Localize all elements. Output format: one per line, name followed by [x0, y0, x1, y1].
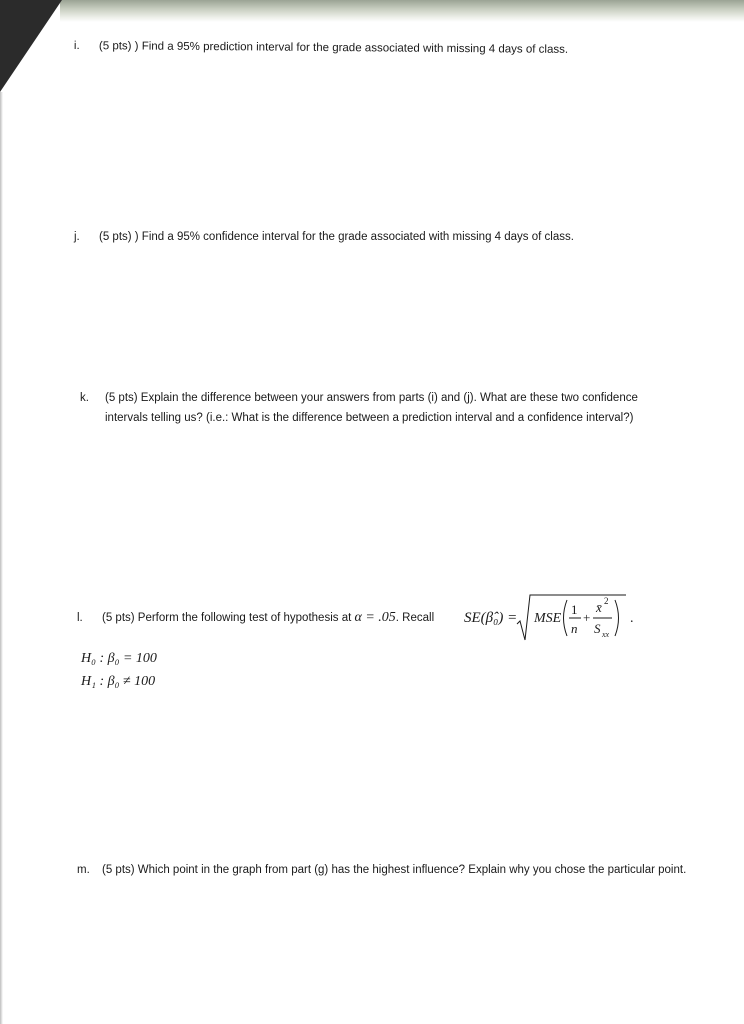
standard-error-formula — [464, 592, 636, 644]
question-text-line-2: intervals telling us? (i.e.: What is the difference between a prediction interval and a confidence interval?) — [105, 412, 634, 424]
null-hypothesis: H₀ : β₀ = 100 — [81, 651, 157, 666]
question-label: l. — [77, 612, 83, 624]
formula-exponent: 2 — [604, 596, 609, 606]
alpha-level: α = .05 — [354, 610, 396, 625]
scan-dark-corner — [0, 0, 62, 92]
formula-subscript: xx — [602, 630, 610, 639]
scan-shadow-left — [0, 92, 3, 1024]
formula-mse: MSE — [534, 611, 562, 626]
se-lhs: SE(β̂₀) = — [464, 610, 518, 626]
question-text: (5 pts) ) Find a 95% confidence interval for the grade associated with missing 4 days of class. — [99, 231, 574, 243]
question-label: j. — [74, 231, 80, 243]
question-label: m. — [77, 864, 90, 876]
question-text: (5 pts) ) Find a 95% prediction interval for the grade associated with missing 4 days of class. — [98, 40, 569, 56]
question-label: k. — [80, 392, 89, 404]
question-text-intro: (5 pts) Perform the following test of hypothesis at — [102, 612, 352, 624]
left-paren — [564, 600, 568, 636]
formula-xbar: x̄ — [596, 600, 602, 615]
question-text: (5 pts) Which point in the graph from part (g) has the highest influence? Explain why you chose the particular point. — [102, 864, 687, 876]
scan-shadow-top — [60, 0, 744, 22]
formula-one: 1 — [571, 602, 578, 617]
question-text-line-1: (5 pts) Explain the difference between your answers from parts (i) and (j). What are these two confidence — [105, 392, 638, 404]
question-label: i. — [73, 39, 80, 53]
formula-end: . — [630, 611, 634, 626]
recall-text: . Recall — [395, 612, 435, 624]
formula-plus: + — [583, 610, 591, 625]
question-text — [102, 608, 434, 628]
alternative-hypothesis: H₁ : β₀ ≠ 100 — [81, 674, 156, 689]
right-paren — [615, 600, 619, 636]
question-i — [73, 36, 674, 56]
question-text — [105, 388, 699, 428]
formula-s: S — [594, 621, 601, 636]
formula-n: n — [571, 621, 578, 636]
